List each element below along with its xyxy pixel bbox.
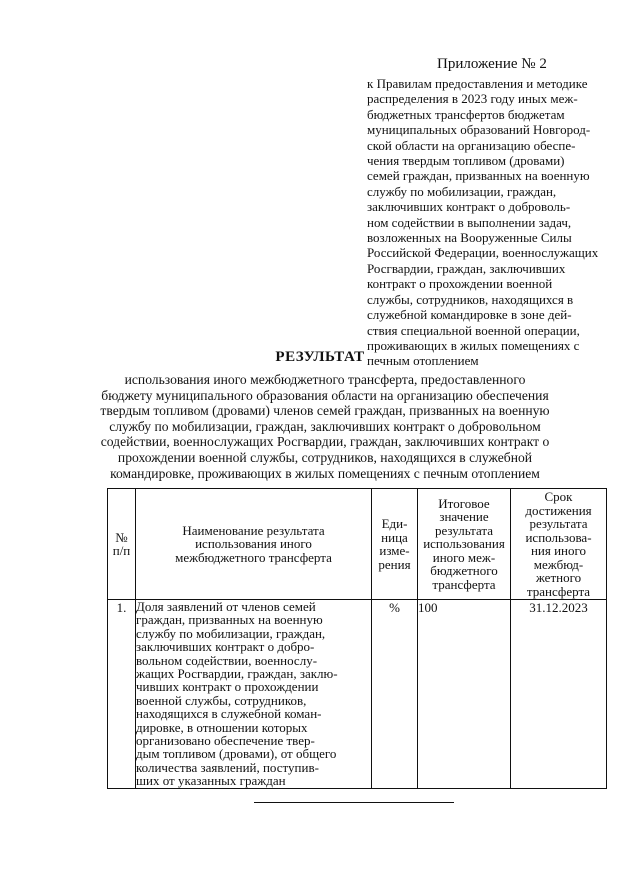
- header-text: Срок: [544, 489, 573, 504]
- header-unit: [372, 489, 418, 600]
- header-deadline: [511, 489, 607, 600]
- footer-divider: [254, 802, 454, 803]
- header-text: трансферта: [526, 583, 591, 599]
- cell-text: вольном содействии, военнослу-: [136, 652, 318, 668]
- appendix-line: к Правилам предоставления и методике: [367, 76, 588, 91]
- header-text: Итоговое: [438, 495, 490, 511]
- cell-text: заключивших контракт о добро-: [136, 639, 315, 655]
- row-unit: %: [372, 600, 418, 789]
- header-text: трансферта: [432, 576, 496, 592]
- appendix-line: Росгвардии, граждан, заключивших: [367, 260, 566, 276]
- appendix-line: службы, сотрудников, находящихся в: [367, 291, 574, 307]
- appendix-line: бюджетных трансфертов бюджетам: [367, 106, 565, 122]
- header-number: [108, 489, 136, 600]
- appendix-line: распределения в 2023 году иных меж-: [367, 91, 578, 107]
- header-text: иного меж-: [432, 549, 496, 565]
- header-text: рения: [378, 556, 411, 572]
- header-text: межбюджетного трансферта: [175, 549, 332, 565]
- appendix-line: муниципальных образований Новгород-: [367, 122, 591, 138]
- row-deadline: 31.12.2023: [511, 600, 607, 789]
- cell-text: граждан, призванных на военную: [136, 612, 323, 628]
- appendix-line: контракт о прохождении военной: [367, 276, 553, 292]
- cell-text: дым топливом (дровами), от общего: [136, 746, 337, 762]
- row-final-value: 100: [418, 600, 511, 789]
- header-text: Наименование результата: [182, 522, 325, 538]
- appendix-line: ской области на организацию обеспе-: [367, 137, 576, 153]
- header-text: значение: [439, 509, 489, 525]
- table-header-row: [108, 489, 607, 600]
- cell-text: дировке, в отношении которых: [136, 719, 308, 735]
- appendix-line: Российской Федерации, военнослужащих: [367, 245, 599, 261]
- header-text: ния иного: [530, 543, 587, 558]
- subtitle-line: службу по мобилизации, граждан, заключивших контракт о добровольном: [109, 418, 541, 434]
- header-text: п/п: [112, 543, 131, 558]
- header-text: достижения: [525, 502, 592, 518]
- header-text: использова-: [525, 529, 592, 545]
- subtitle-line: бюджету муниципального образования области на организацию обеспечения: [101, 387, 549, 403]
- appendix-line: семей граждан, призванных на военную: [367, 168, 590, 184]
- cell-text: Доля заявлений от членов семей: [136, 599, 316, 614]
- appendix-line: служебной командировке в зоне дей-: [367, 307, 572, 323]
- cell-text: жащих Росгвардии, граждан, заклю-: [136, 666, 338, 682]
- document-heading: РЕЗУЛЬТАТ: [275, 349, 365, 365]
- appendix-line: возложенных на Вооруженные Силы: [367, 230, 572, 246]
- subtitle-line: использования иного межбюджетного трансферта, предоставленного: [124, 372, 526, 387]
- header-text: бюджетного: [430, 563, 498, 579]
- header-final-value: [418, 489, 511, 600]
- appendix-title: Приложение № 2: [437, 56, 547, 72]
- subtitle-line: содействии, военнослужащих Росгвардии, граждан, заключивших контракт о: [100, 434, 550, 450]
- header-text: №: [115, 529, 128, 545]
- header-result-name: [136, 489, 372, 600]
- appendix-line: чения твердым топливом (дровами): [367, 153, 565, 169]
- header-text: использования иного: [195, 536, 312, 552]
- subtitle-line: командировке, проживающих в жилых помещениях с печным отоплением: [110, 465, 540, 481]
- header-text: результата: [434, 522, 494, 538]
- header-text: изме-: [379, 543, 410, 558]
- appendix-description: [367, 76, 617, 369]
- header-text: жетного: [535, 570, 582, 585]
- appendix-line: службу по мобилизации, граждан,: [367, 183, 557, 199]
- header-text: ница: [381, 529, 408, 545]
- row-number: 1.: [108, 600, 136, 789]
- cell-text: службу по мобилизации, граждан,: [136, 625, 326, 641]
- appendix-line: заключивших контракт о доброволь-: [367, 199, 571, 215]
- appendix-line: печным отоплением: [367, 353, 479, 369]
- header-text: использования: [423, 536, 505, 552]
- cell-text: военной службы, сотрудников,: [136, 692, 307, 708]
- row-result-name: [136, 600, 372, 789]
- appendix-line: ствия специальной военной операции,: [367, 322, 580, 338]
- document-subtitle: [20, 372, 630, 481]
- results-table: [107, 488, 607, 789]
- cell-text: количества заявлений, поступив-: [136, 759, 319, 775]
- cell-text: чивших контракт о прохождении: [136, 679, 319, 695]
- header-text: результата: [529, 516, 588, 531]
- subtitle-line: твердым топливом (дровами) членов семей граждан, призванных на военную: [100, 403, 550, 419]
- appendix-line: ном содействии в выполнении задач,: [367, 214, 572, 230]
- header-text: межбюд-: [533, 556, 584, 572]
- subtitle-line: прохождении военной службы, сотрудников, находящихся в служебной: [117, 449, 533, 465]
- table-row: [108, 600, 607, 789]
- header-text: Еди-: [381, 516, 408, 531]
- appendix-line: проживающих в жилых помещениях с: [367, 337, 580, 353]
- cell-text: находящихся в служебной коман-: [136, 706, 322, 722]
- cell-text: организовано обеспечение твер-: [136, 733, 315, 749]
- cell-text: ших от указанных граждан: [136, 773, 286, 789]
